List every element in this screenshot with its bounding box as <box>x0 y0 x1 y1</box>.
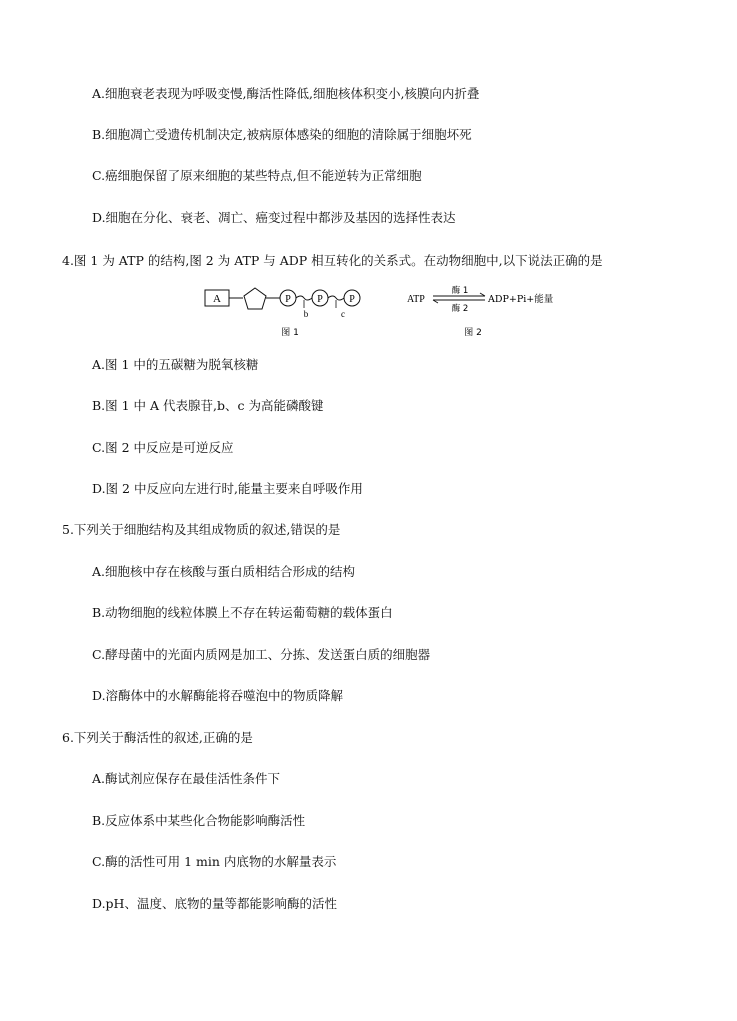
reverse-arrow-head <box>433 300 438 303</box>
phosphate-label-1: P <box>285 294 291 305</box>
phosphate-label-3: P <box>349 294 355 305</box>
q5-stem: 5.下列关于细胞结构及其组成物质的叙述,错误的是 <box>62 522 341 537</box>
q5-option-c: C.酵母菌中的光面内质网是加工、分拣、发送蛋白质的细胞器 <box>92 647 431 662</box>
q4-option-d: D.图 2 中反应向左进行时,能量主要来自呼吸作用 <box>92 481 363 496</box>
bond-b-label: b <box>303 309 309 319</box>
q6-option-b: B.反应体系中某些化合物能影响酶活性 <box>92 813 306 828</box>
forward-arrow-head <box>480 293 485 296</box>
figure1-caption: 图 1 <box>281 328 299 338</box>
adp-products-label: ADP+Pi+能量 <box>488 294 554 305</box>
ribose-pentagon <box>244 288 266 309</box>
q5-option-b: B.动物细胞的线粒体膜上不存在转运葡萄糖的载体蛋白 <box>92 605 393 620</box>
q3-option-a: A.细胞衰老表现为呼吸变慢,酶活性降低,细胞核体积变小,核膜向内折叠 <box>92 86 480 101</box>
figure1-atp-structure <box>205 288 360 338</box>
q4-option-c: C.图 2 中反应是可逆反应 <box>92 440 234 455</box>
enzyme1-label: 酶 1 <box>451 286 469 296</box>
adenine-label: A <box>213 293 221 305</box>
q5-option-d: D.溶酶体中的水解酶能将吞噬泡中的物质降解 <box>92 688 344 703</box>
q6-option-c: C.酶的活性可用 1 min 内底物的水解量表示 <box>92 854 337 869</box>
q4-stem: 4.图 1 为 ATP 的结构,图 2 为 ATP 与 ADP 相互转化的关系式。在动物细胞中,以下说法正确的是 <box>62 253 603 268</box>
enzyme2-label: 酶 2 <box>451 304 469 314</box>
q6-option-d: D.pH、温度、底物的量等都能影响酶的活性 <box>92 896 337 911</box>
q4-figures <box>200 284 580 340</box>
high-energy-bond-b <box>296 296 312 300</box>
atp-label: ATP <box>407 294 425 305</box>
bond-c-label: c <box>341 309 345 319</box>
phosphate-label-2: P <box>317 294 323 305</box>
q6-option-a: A.酶试剂应保存在最佳活性条件下 <box>92 771 281 786</box>
q3-option-c: C.癌细胞保留了原来细胞的某些特点,但不能逆转为正常细胞 <box>92 168 422 183</box>
figure2-atp-adp-equation <box>407 285 554 338</box>
q3-option-d: D.细胞在分化、衰老、凋亡、癌变过程中都涉及基因的选择性表达 <box>92 210 456 225</box>
q3-option-b: B.细胞凋亡受遗传机制决定,被病原体感染的细胞的清除属于细胞坏死 <box>92 127 472 142</box>
high-energy-bond-c <box>328 296 344 300</box>
q4-option-a: A.图 1 中的五碳糖为脱氧核糖 <box>92 357 259 372</box>
q6-stem: 6.下列关于酶活性的叙述,正确的是 <box>62 730 253 745</box>
q4-option-b: B.图 1 中 A 代表腺苷,b、c 为高能磷酸键 <box>92 398 324 413</box>
figure2-caption: 图 2 <box>464 328 482 338</box>
atp-figures-svg <box>200 284 580 340</box>
q5-option-a: A.细胞核中存在核酸与蛋白质相结合形成的结构 <box>92 564 356 579</box>
